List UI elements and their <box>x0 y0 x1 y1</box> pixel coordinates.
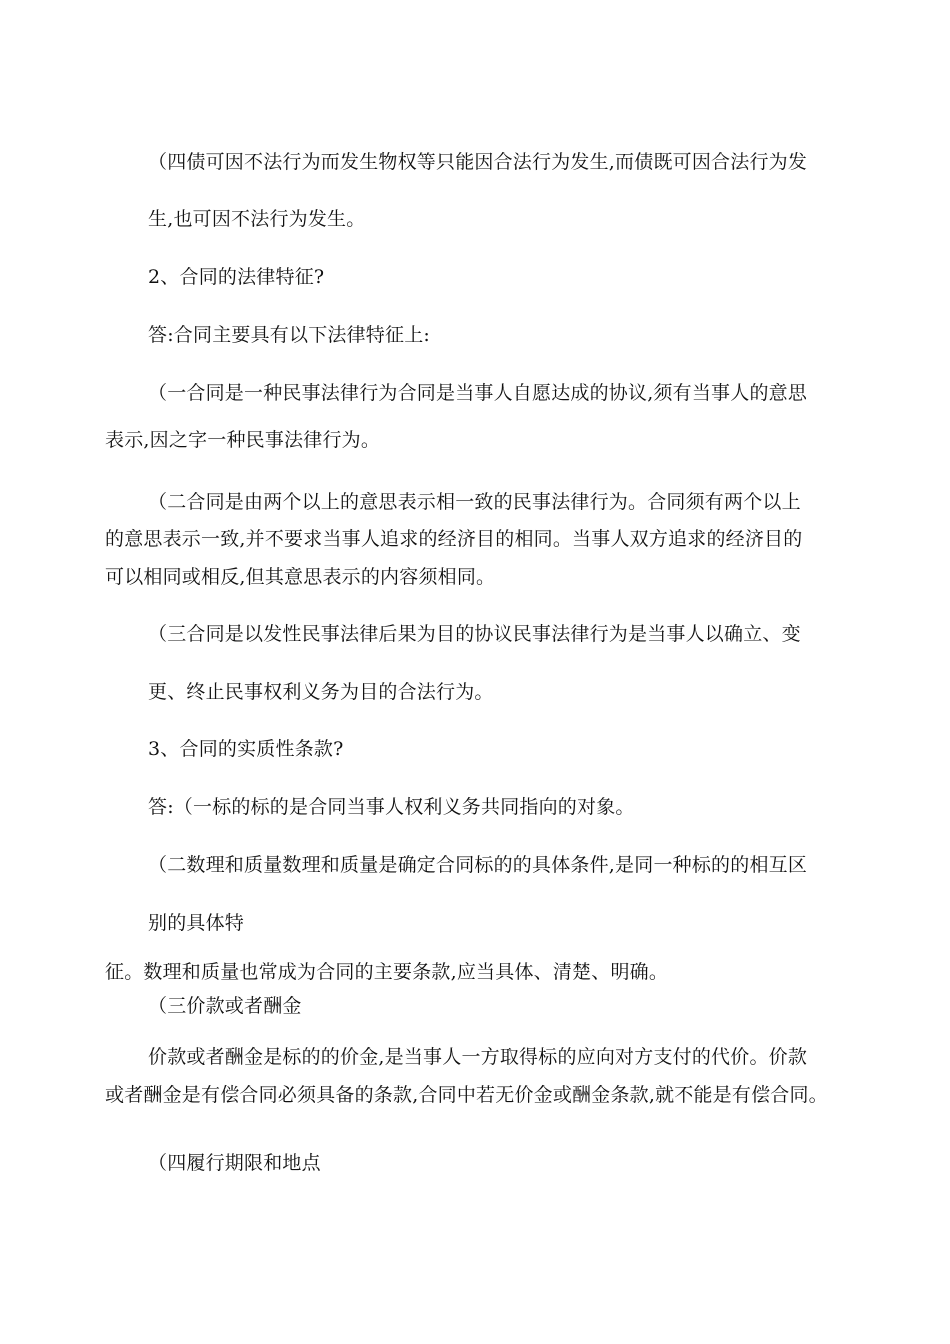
paragraph-line: （三合同是以发性民事法律后果为目的协议民事法律行为是当事人以确立、变 <box>148 623 801 645</box>
answer-intro: 答:（一标的标的是合同当事人权利义务共同指向的对象。 <box>148 796 635 818</box>
question-heading: 3、合同的实质性条款? <box>148 738 344 760</box>
paragraph-line: 可以相同或相反,但其意思表示的内容须相同。 <box>105 566 496 588</box>
paragraph-line: 别的具体特 <box>148 912 245 934</box>
paragraph-line: （四履行期限和地点 <box>148 1152 321 1174</box>
paragraph-line: （二合同是由两个以上的意思表示相一致的民事法律行为。合同须有两个以上 <box>148 491 801 513</box>
paragraph-line: （二数理和质量数理和质量是确定合同标的的具体条件,是同一种标的的相互区 <box>148 854 808 876</box>
paragraph-line: （一合同是一种民事法律行为合同是当事人自愿达成的协议,须有当事人的意思 <box>148 382 808 404</box>
paragraph-line: 征。数理和质量也常成为合同的主要条款,应当具体、清楚、明确。 <box>105 961 669 983</box>
answer-intro: 答:合同主要具有以下法律特征上: <box>148 324 431 346</box>
paragraph-line: （四债可因不法行为而发生物权等只能因合法行为发生,而债既可因合法行为发 <box>148 151 808 173</box>
paragraph-line: 或者酬金是有偿合同必须具备的条款,合同中若无价金或酬金条款,就不能是有偿合同。 <box>105 1084 828 1106</box>
paragraph-line: 表示,因之字一种民事法律行为。 <box>105 429 381 451</box>
paragraph-line: 价款或者酬金是标的的价金,是当事人一方取得标的应向对方支付的代价。价款 <box>148 1046 808 1068</box>
question-heading: 2、合同的法律特征? <box>148 266 325 288</box>
paragraph-line: 更、终止民事权利义务为目的合法行为。 <box>148 681 494 703</box>
paragraph-line: （三价款或者酬金 <box>148 995 302 1017</box>
paragraph-line: 的意思表示一致,并不要求当事人追求的经济目的相同。当事人双方追求的经济目的 <box>105 528 803 550</box>
paragraph-line: 生,也可因不法行为发生。 <box>148 208 366 230</box>
